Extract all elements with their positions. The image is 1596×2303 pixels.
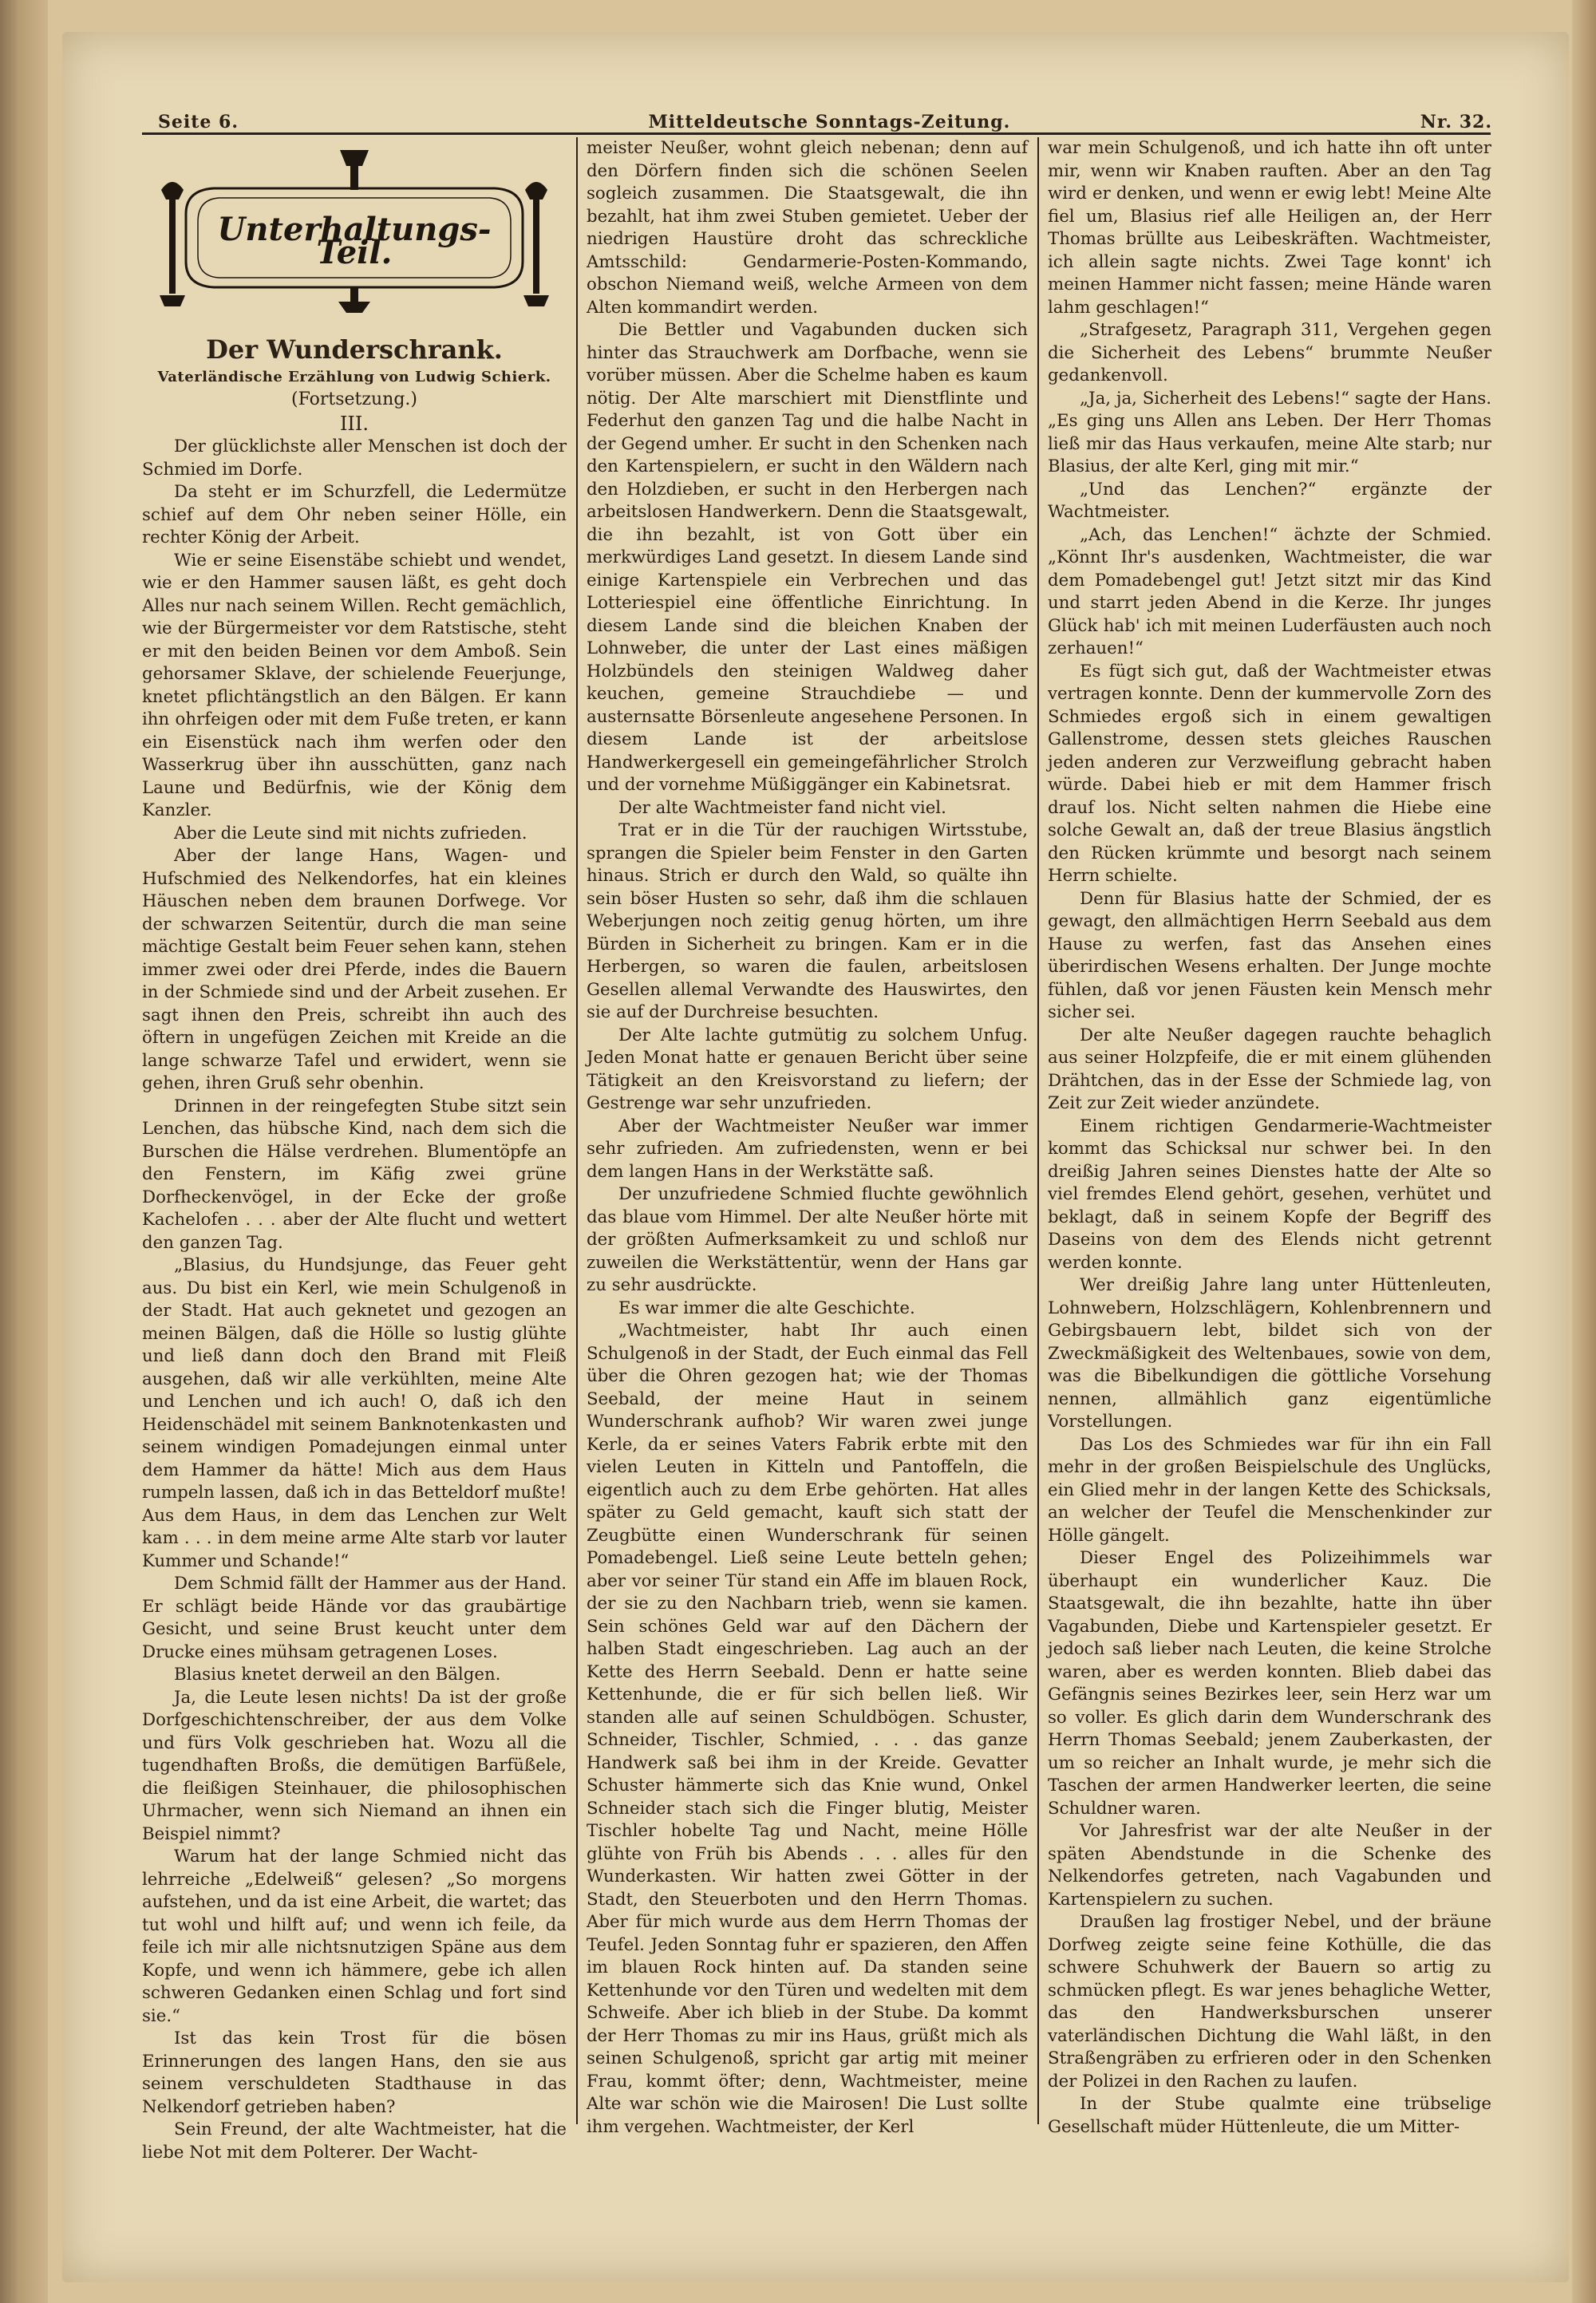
story-subtitle: Vaterländische Erzählung von Ludwig Schierk. (157, 369, 551, 385)
paragraph: Dieser Engel des Polizeihimmels war überhaupt ein wunderlicher Kauz. Die Staatsgewalt, die ihn bezahlte, hatte ihn über Vagabunden, Diebe und Kartenspieler gesetzt. Er jedoch saß lieber nach Leuten, die keine Strolche waren, aber es werden konnten. Blieb dabei das Gefängnis seines Bezirkes leer, sein Herz war um so voller. Es glich darin dem Wunderschrank des Herrn Thomas Seebald; jenem Zauberkasten, der um so reicher an Inhalt wurde, je mehr sich die Taschen der armen Handwerker leerten, die seine Schuldner waren. (1048, 1548, 1491, 1819)
newspaper-name: Mitteldeutsche Sonntags-Zeitung. (648, 112, 1011, 132)
paragraph: In der Stube qualmte eine trübselige Gesellschaft müder Hüttenleute, die um Mitter- (1048, 2094, 1491, 2137)
paragraph: Ja, die Leute lesen nichts! Da ist der große Dorfgeschichtenschreiber, der aus dem Volke und fürs Volk geschrieben hat. Wozu all die tugendhaften Broßs, die demütigen Barfüßele, die fleißigen Steinhauer, die philosophischen Uhrmacher, wenn sich Niemand an ihnen ein Beispiel nimmt? (142, 1687, 567, 1844)
part-number: III. (339, 413, 369, 435)
issue-number: Nr. 32. (1420, 112, 1492, 132)
column-divider (576, 137, 578, 2124)
page-number: Seite 6. (158, 112, 239, 132)
paragraph: Aber der lange Hans, Wagen- und Hufschmied des Nelkendorfes, hat ein kleines Häuschen neben dem braunen Dorfwege. Vor der schwarzen Seitentür, durch die man seine mächtige Gestalt beim Feuer sehen kann, stehen immer zwei oder drei Pferde, indes die Bauern in der Schmiede sind und der Arbeit zusehen. Er sagt ihnen den Preis, schreibt ihn auch des öftern in ungefügen Zeichen mit Kreide an die lange schwarze Tafel und erwidert, wenn sie gehen, ihren Gruß sehr obenhin. (142, 846, 567, 1093)
paragraph: „Wachtmeister, habt Ihr auch einen Schulgenoß in der Stadt, der Euch einmal das Fell über die Ohren gezogen hat; wie der Thomas Seebald, der meine Haut in seinem Wunderschrank aufhob? Wir waren zwei junge Kerle, da er seines Vaters Fabrik erbte mit den vielen Leuten in Kitteln und Pantoffeln, die eigentlich auch zu dem Erbe gehörten. Hat alles später zu Geld gemacht, kauft sich statt der Zeugbütte einen Wunderschrank für seinen Pomadebengel. Ließ seine Leute betteln gehen; aber vor seiner Tür stand ein Affe im blauen Rock, der sie zu den Nachbarn trieb, wenn sie kamen. Sein schönes Geld war auf den Dächern der halben Stadt eingeschrieben. Lag auch an der Kette des Herrn Seebald. Denn er hatte seine Kettenhunde, die er für sich bellen ließ. Wir standen alle auf seinen Schuldbögen. Schuster, Schneider, Tischler, Schmied, . . . das ganze Handwerk saß bei ihm in der Kreide. Gevatter Schuster hämmerte sich das Knie wund, Onkel Schneider stach sich die Finger blutig, Meister Tischler hobelte Tag und Nacht, meine Hölle glühte von Früh bis Abends . . . alles für den Wunderkasten. Wir hatten zwei Götter in der Stadt, den Steuerboten und den Herrn Thomas. Aber für mich wurde aus dem Herrn Thomas der Teufel. Jeden Sonntag fuhr er spazieren, den Affen im blauen Rock hinten auf. Da standen seine Kettenhunde vor den Türen und wedelten mit dem Schweife. Aber ich blieb in der Stube. Da kommt der Herr Thomas zu mir ins Haus, grüßt mich als seinen Schulgenoß, spricht gar artig mit meiner Frau, kommt öfter; denn, Wachtmeister, meine Alte war schön wie die Mairosen! Die Lust sollte ihm vergehen. Wachtmeister, der Kerl (587, 1321, 1028, 2137)
paragraph: „Ach, das Lenchen!“ ächzte der Schmied. „Könnt Ihr's ausdenken, Wachtmeister, die war dem Pomadebengel gut! Jetzt sitzt mir das Kind und starrt jeden Abend in die Kerze. Ihr junges Glück hab' ich mit meinen Luderfäusten auch noch zerhauen!“ (1048, 524, 1491, 658)
paragraph: Aber die Leute sind mit nichts zufrieden. (174, 823, 527, 843)
column-2 (587, 137, 1028, 2139)
paragraph: Draußen lag frostiger Nebel, und der bräune Dorfweg zeigte seine feine Kothülle, die das schwere Schuhwerk der Bauern so artig zu schmücken pflegt. Es war jenes behagliche Wetter, das den Handwerksburschen unserer vaterländischen Dichtung die Wahl läßt, in den Straßengräben zu erfrieren oder in den Schenken der Polizei in den Rachen zu laufen. (1048, 1912, 1491, 2092)
paragraph: Da steht er im Schurzfell, die Ledermütze schief auf dem Ohr neben seiner Hölle, ein rechter König der Arbeit. (142, 482, 567, 547)
paragraph: Einem richtigen Gendarmerie-Wachtmeister kommt das Schicksal nur schwer bei. In den dreißig Jahren seines Dienstes hatte der Alte so viel fremdes Elend gehört, gesehen, verhütet und beklagt, daß in seinem Kopfe der Begriff des Daseins von dem des Elends nicht getrennt werden konnte. (1048, 1116, 1491, 1273)
paragraph: Der Alte lachte gutmütig zu solchem Unfug. Jeden Monat hatte er genauen Bericht über seine Tätigkeit an den Kreisvorstand zu liefern; der Gestrenge war sehr unzufrieden. (587, 1025, 1028, 1113)
header-rule (142, 132, 1491, 135)
story-title: Der Wunderschrank. (206, 334, 503, 365)
continuation-note: (Fortsetzung.) (291, 389, 417, 409)
paragraph: Drinnen in der reingefegten Stube sitzt sein Lenchen, das hübsche Kind, nach dem sich die Burschen die Hälse verdrehen. Blumentöpfe an den Fenstern, im Käfig zwei grüne Dorfheckenvögel, in der Ecke der große Kachelofen . . . aber der Alte flucht und wettert den ganzen Tag. (142, 1096, 567, 1253)
section-title: Unterhaltungs-Teil. (217, 211, 492, 271)
paragraph: Der alte Wachtmeister fand nicht viel. (618, 797, 946, 818)
book-spine (0, 0, 48, 2303)
paragraph: Dem Schmid fällt der Hammer aus der Hand. Er schlägt beide Hände vor das graubärtige Gesicht, und seine Brust keucht unter dem Drucke eines mühsam getragenen Loses. (142, 1574, 567, 1662)
paragraph: „Ja, ja, Sicherheit des Lebens!“ sagte der Hans. „Es ging uns Allen ans Leben. Der Herr Thomas ließ mir das Haus verkaufen, meine Alte starb; nur Blasius, der alte Kerl, ging mit mir.“ (1048, 388, 1491, 476)
paragraph: „Strafgesetz, Paragraph 311, Vergehen gegen die Sicherheit des Lebens“ brummte Neußer gedankenvoll. (1048, 320, 1491, 385)
paragraph: Der alte Neußer dagegen rauchte behaglich aus seiner Holzpfeife, die er mit einem glühenden Drähtchen, das in der Esse der Schmiede lag, von Zeit zur Zeit wieder anzündete. (1048, 1025, 1491, 1113)
paragraph: Trat er in die Tür der rauchigen Wirtsstube, sprangen die Spieler beim Fenster in den Garten hinaus. Strich er durch den Wald, so quälte ihn sein böser Husten so sehr, daß ihm die schlauen Weberjungen noch zeitig genug hörten, um ihre Bürden in Sicherheit zu bringen. Kam er in die Herbergen, so waren die faulen, arbeitslosen Gesellen allemal Verwandte des Hauswirtes, den sie auf der Durchreise besuchten. (587, 820, 1028, 1022)
section-banner (142, 142, 567, 322)
page-edge (1572, 0, 1596, 2303)
column-1 (142, 142, 567, 2164)
paragraph: meister Neußer, wohnt gleich nebenan; denn auf den Dörfern finden sich die schönen Seelen sogleich zusammen. Die Staatsgewalt, die ihn bezahlt, hat ihm zwei Stuben gemietet. Ueber der niedrigen Haustüre droht das schreckliche Amtsschild: Gendarmerie-Posten-Kommando, obschon Niemand weiß, welche Armeen von dem Alten kommandirt werden. (587, 138, 1028, 318)
paragraph: Der unzufriedene Schmied fluchte gewöhnlich das blaue vom Himmel. Der alte Neußer hörte mit der größten Aufmerksamkeit zu und schloß nur zuweilen die Werkstättentür, wenn der Hans gar zu sehr ausdrückte. (587, 1184, 1028, 1295)
paragraph: Ist das kein Trost für die bösen Erinnerungen des langen Hans, den sie aus seinem verschuldeten Stadthause in das Nelkendorf getrieben haben? (142, 2028, 567, 2117)
page-header (80, 101, 1492, 132)
paragraph: „Blasius, du Hundsjunge, das Feuer geht aus. Du bist ein Kerl, wie mein Schulgenoß in der Stadt. Hat auch geknetet und gezogen an meinen Bälgen, daß die Hölle so lustig glühte und ließ dann doch den Brand mit Fleiß ausgehen, daß wir alle verkühlten, meine Alte und Lenchen und ich auch! O, daß ich den Heidenschädel mit seinem Banknotenkasten und seinem windigen Pomadejungen einmal unter dem Hammer da hätte! Mich aus dem Haus rumpeln lassen, daß ich in das Betteldorf mußte! Aus dem Haus, in dem das Lenchen zur Welt kam . . . in dem meine arme Alte starb vor lauter Kummer und Schande!“ (142, 1255, 567, 1571)
paragraph: Wer dreißig Jahre lang unter Hüttenleuten, Lohnwebern, Holzschlägern, Kohlenbrennern und Gebirgsbauern lebt, bildet sich von der Zweckmäßigkeit des Weltenbaues, sowie von dem, was die Bibelkundigen die göttliche Vorsehung nennen, allmählich ganz eigentümliche Vorstellungen. (1048, 1275, 1491, 1432)
paragraph: war mein Schulgenoß, und ich hatte ihn oft unter mir, wenn wir Knaben rauften. Aber an den Tag wird er denken, und wenn er ewig lebt! Meine Alte fiel um, Blasius rief alle Heiligen an, der Herr Thomas brüllte aus Leibeskräften. Wachtmeister, ich allein sagte nichts. Zwei Tage konnt' ich meinen Hammer nicht fassen; meine Hände waren lahm geschlagen!“ (1048, 138, 1491, 318)
paragraph: Vor Jahresfrist war der alte Neußer in der späten Abendstunde in die Schenke des Nelkendorfes getreten, nach Vagabunden und Kartenspielern zu suchen. (1048, 1821, 1491, 1910)
paragraph: „Und das Lenchen?“ ergänzte der Wachtmeister. (1048, 479, 1491, 522)
paragraph: Warum hat der lange Schmied nicht das lehrreiche „Edelweiß“ gelesen? „So morgens aufstehen, und da ist eine Arbeit, die wartet; das tut wohl und hilft auf; und wenn ich feile, da feile ich mir alle nichtsnutzigen Späne aus dem Kopfe, und wenn ich hämmere, gebe ich allen schweren Gedanken einen Schlag und fort sind sie.“ (142, 1847, 567, 2026)
paragraph: Die Bettler und Vagabunden ducken sich hinter das Strauchwerk am Dorfbache, wenn sie vorüber müssen. Aber die Schelme haben es kaum nötig. Der Alte marschiert mit Dienstflinte und Federhut den ganzen Tag und die halbe Nacht in der Gegend umher. Er sucht in den Schenken nach den Kartenspielern, er sucht in den Wäldern nach den Holzdieben, er sucht in den Herbergen nach arbeitslosen Handwerkern. Denn die Staatsgewalt, die ihn bezahlt, ist von Gott über ein merkwürdiges Land gesetzt. In diesem Lande sind einige Kartenspiele ein Verbrechen und das Lotteriespiel eine öffentliche Einrichtung. In diesem Lande sind die bleichen Knaben der Lohnweber, die unter der Last eines mäßigen Holzbündels den steinigen Waldweg daher keuchen, gemeine Strauchdiebe — und austernsatte Börsenleute angesehene Personen. In diesem Lande ist der arbeitslose Handwerkergesell ein gemeingefährlicher Strolch und der vornehme Müßiggänger ein Kabinetsrat. (587, 320, 1028, 795)
paragraph: Denn für Blasius hatte der Schmied, der es gewagt, den allmächtigen Herrn Seebald aus dem Hause zu werfen, fast das Ansehen eines überirdischen Wesens erhalten. Der Junge mochte fühlen, daß vor jenen Fäusten kein Mensch mehr sicher sei. (1048, 888, 1491, 1022)
paragraph: Der glücklichste aller Menschen ist doch der Schmied im Dorfe. (142, 437, 567, 480)
column-3 (1048, 137, 1491, 2139)
paragraph: Blasius knetet derweil an den Bälgen. (174, 1665, 501, 1685)
paragraph: Es war immer die alte Geschichte. (618, 1298, 915, 1318)
paragraph: Das Los des Schmiedes war für ihn ein Fall mehr in der großen Beispielschule des Unglücks, ein Glied mehr in der langen Kette des Schicksals, an welcher der Teufel die Menschenkinder zur Hölle gängelt. (1048, 1434, 1491, 1546)
column-divider (1037, 137, 1039, 2124)
paragraph: Wie er seine Eisenstäbe schiebt und wendet, wie er den Hammer sausen läßt, es geht doch Alles nur nach seinem Willen. Recht gemächlich, wie der Bürgermeister vor dem Ratstische, steht er mit den beiden Beinen vor dem Amboß. Sein gehorsamer Sklave, der schielende Feuerjunge, knetet pflichtängstlich an den Bälgen. Er kann ihn ohrfeigen oder mit dem Fuße treten, er kann ein Eisenstück nach ihm werfen oder den Wasserkrug über ihn ausschütten, ganz nach Laune und Bedürfnis, wie der König dem Kanzler. (142, 550, 567, 820)
paragraph: Es fügt sich gut, daß der Wachtmeister etwas vertragen konnte. Denn der kummervolle Zorn des Schmiedes ergoß sich in einem gewaltigen Gallenstrome, dessen stets gleiches Rauschen jeden anderen zur Verzweiflung gebracht haben würde. Dabei hieb er mit dem Hammer frisch drauf los. Nicht selten nahmen die Hiebe eine solche Gewalt an, daß der treue Blasius ängstlich den Rücken krümmte und besorgt nach seinem Herrn schielte. (1048, 661, 1491, 886)
paragraph: Sein Freund, der alte Wachtmeister, hat die liebe Not mit dem Polterer. Der Wacht- (142, 2119, 567, 2163)
paragraph: Aber der Wachtmeister Neußer war immer sehr zufrieden. Am zufriedensten, wenn er bei dem langen Hans in der Werkstätte saß. (587, 1116, 1028, 1182)
